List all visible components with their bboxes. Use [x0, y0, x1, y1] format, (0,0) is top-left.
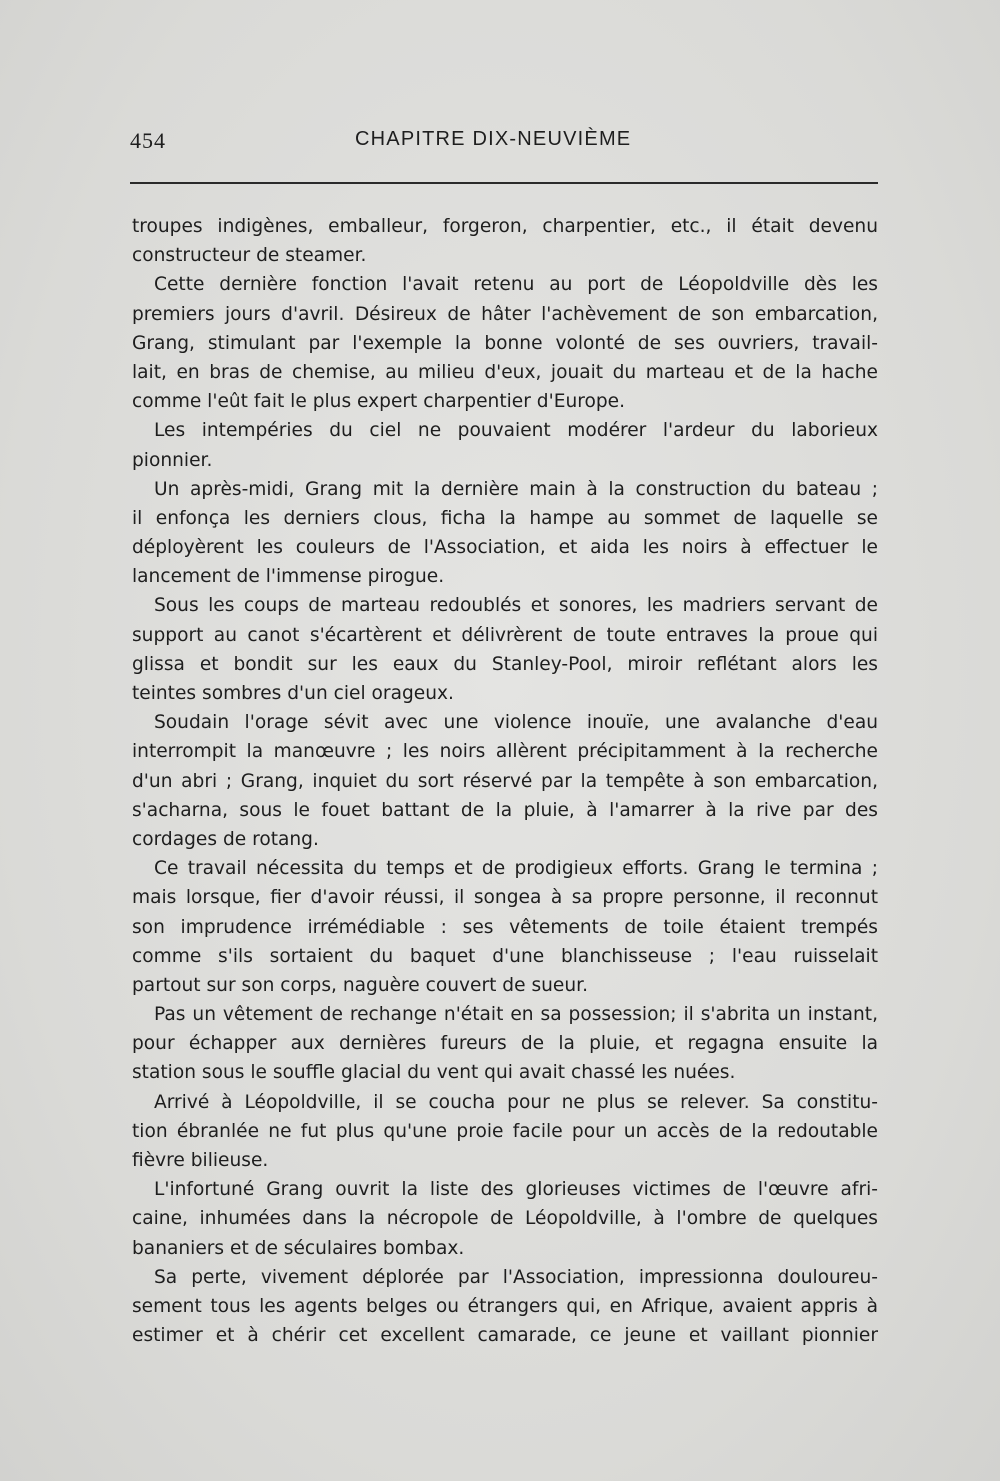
text-line: lait, en bras de chemise, au milieu d'eux, jouait du marteau et de la hache — [132, 361, 878, 383]
text-line: cordages de rotang. — [132, 828, 319, 850]
text-line: Sous les coups de marteau redoublés et sonores, les madriers servant de — [154, 595, 878, 617]
text-line: Pas un vêtement de rechange n'était en sa possession; il s'abrita un instant, — [154, 1004, 878, 1026]
text-line: Cette dernière fonction l'avait retenu au port de Léopoldville dès les — [154, 274, 878, 296]
text-line: Un après-midi, Grang mit la dernière main à la construction du bateau ; — [154, 478, 878, 500]
text-line: estimer et à chérir cet excellent camarade, ce jeune et vaillant pionnier — [132, 1325, 878, 1347]
text-line: interrompit la manœuvre ; les noirs allèrent précipitamment à la recherche — [132, 741, 878, 763]
text-line: mais lorsque, fier d'avoir réussi, il songea à sa propre personne, il reconnut — [132, 887, 878, 909]
page-header — [130, 126, 878, 162]
text-line: premiers jours d'avril. Désireux de hâter l'achèvement de son embarcation, — [132, 303, 878, 325]
text-line: tion ébranlée ne fut plus qu'une proie facile pour un accès de la redoutable — [132, 1120, 878, 1142]
text-line: lancement de l'immense pirogue. — [132, 566, 445, 588]
text-line: Arrivé à Léopoldville, il se coucha pour ne plus se relever. Sa constitu- — [154, 1091, 878, 1113]
text-line: Grang, stimulant par l'exemple la bonne volonté de ses ouvriers, travail- — [132, 332, 878, 354]
text-line: s'acharna, sous le fouet battant de la pluie, à l'amarrer à la rive par des — [132, 799, 878, 821]
text-line: pionnier. — [132, 449, 213, 471]
text-line: teintes sombres d'un ciel orageux. — [132, 683, 454, 704]
text-line: pour échapper aux dernières fureurs de la pluie, et regagna ensuite la — [132, 1033, 878, 1055]
text-line: L'infortuné Grang ouvrit la liste des glorieuses victimes de l'œuvre afri- — [154, 1179, 878, 1201]
text-line: son imprudence irrémédiable : ses vêtements de toile étaient trempés — [132, 916, 878, 938]
text-line: troupes indigènes, emballeur, forgeron, charpentier, etc., il était devenu — [132, 216, 878, 237]
header-rule — [130, 182, 878, 184]
text-line: Ce travail nécessita du temps et de prodigieux efforts. Grang le termina ; — [154, 858, 878, 880]
text-line: sement tous les agents belges ou étrangers qui, en Afrique, avaient appris à — [132, 1295, 878, 1317]
text-line: constructeur de steamer. — [132, 245, 367, 267]
text-line: bananiers et de séculaires bombax. — [132, 1237, 465, 1259]
text-line: comme s'ils sortaient du baquet d'une blanchisseuse ; l'eau ruisselait — [132, 945, 878, 967]
text-line: Soudain l'orage sévit avec une violence inouïe, une avalanche d'eau — [154, 712, 878, 734]
text-line: comme l'eût fait le plus expert charpentier d'Europe. — [132, 391, 625, 413]
text-line: Sa perte, vivement déplorée par l'Association, impressionna douloureu- — [154, 1266, 878, 1288]
text-line: support au canot s'écartèrent et délivrèrent de toute entraves la proue qui — [132, 624, 878, 646]
running-title: CHAPITRE DIX-NEUVIÈME — [355, 128, 632, 150]
text-line: fièvre bilieuse. — [132, 1150, 269, 1171]
text-line: caine, inhumées dans la nécropole de Léopoldville, à l'ombre de quelques — [132, 1208, 878, 1230]
page-number: 454 — [130, 128, 166, 153]
text-line: glissa et bondit sur les eaux du Stanley-Pool, miroir reflétant alors les — [132, 653, 878, 675]
text-line: d'un abri ; Grang, inquiet du sort réservé par la tempête à son embarcation, — [132, 770, 878, 792]
text-line: partout sur son corps, naguère couvert de sueur. — [132, 974, 588, 996]
text-line: station sous le souffle glacial du vent qui avait chassé les nuées. — [132, 1062, 736, 1084]
text-line: déployèrent les couleurs de l'Association, et aida les noirs à effectuer le — [132, 537, 878, 559]
text-line: Les intempéries du ciel ne pouvaient modérer l'ardeur du laborieux — [154, 420, 878, 442]
body-text — [132, 212, 878, 1350]
text-line: il enfonça les derniers clous, ficha la hampe au sommet de laquelle se — [132, 507, 878, 529]
